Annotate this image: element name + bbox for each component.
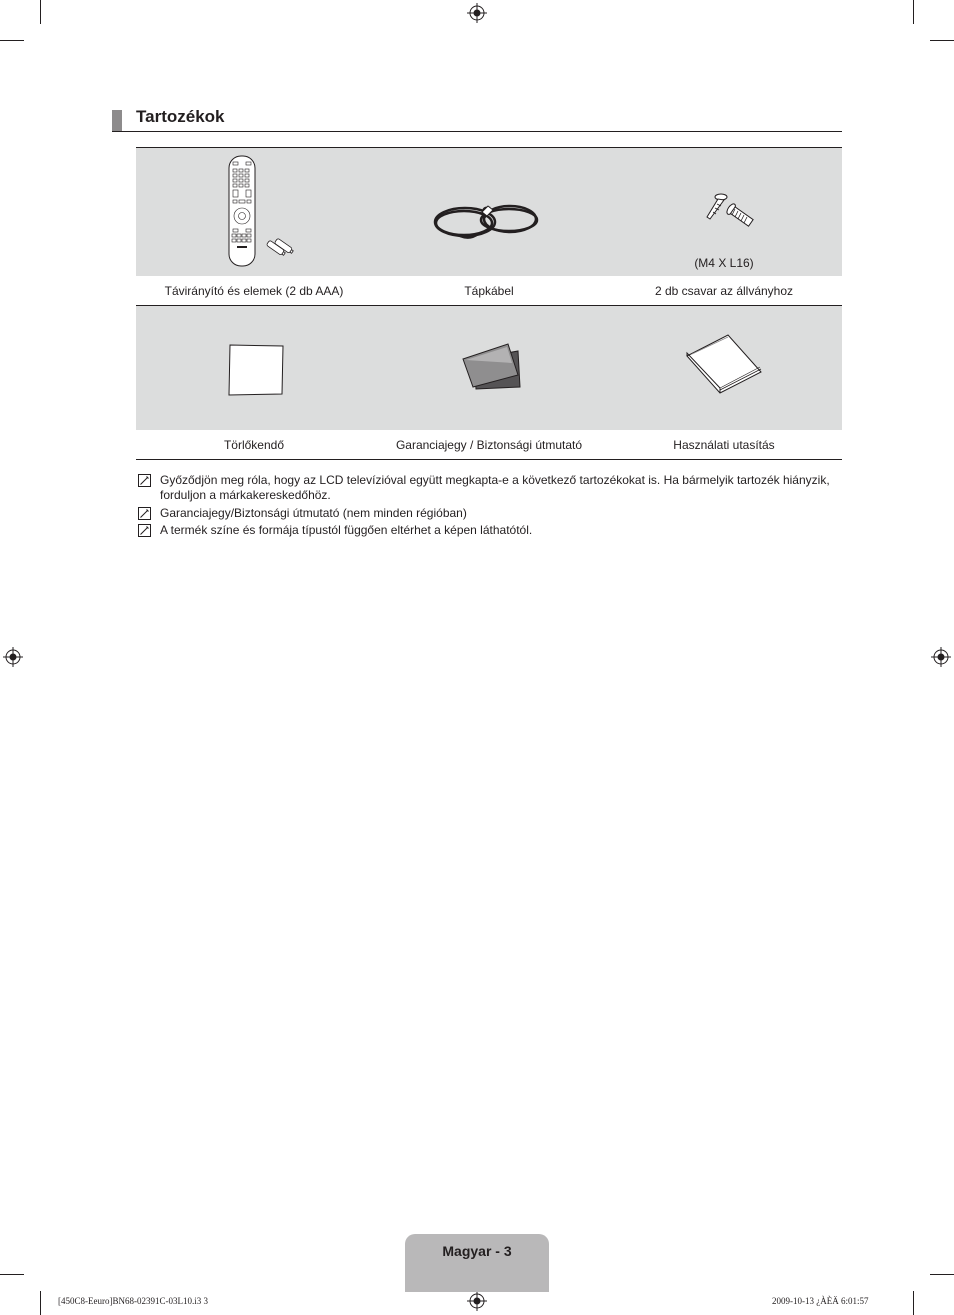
cleaning-cloth-icon bbox=[226, 342, 286, 398]
registration-mark-icon bbox=[3, 647, 23, 667]
crop-mark bbox=[913, 1291, 914, 1315]
section-title: Tartozékok bbox=[136, 107, 225, 126]
registration-mark-icon bbox=[931, 647, 951, 667]
heading-marker bbox=[112, 110, 122, 131]
note-icon bbox=[138, 524, 151, 537]
note-icon bbox=[138, 507, 151, 520]
warranty-card-icon bbox=[460, 341, 524, 391]
crop-mark bbox=[0, 1274, 24, 1275]
registration-mark-icon bbox=[467, 3, 487, 23]
note-text: A termék színe és formája típustól függően eltérhet a képen láthatótól. bbox=[160, 523, 533, 537]
item-sublabel: (M4 X L16) bbox=[694, 256, 754, 270]
crop-mark bbox=[930, 1274, 954, 1275]
crop-mark bbox=[913, 0, 914, 24]
item-label: Tápkábel bbox=[464, 284, 514, 298]
heading-rule bbox=[112, 131, 842, 132]
registration-mark-icon bbox=[467, 1291, 487, 1311]
note-text: Győződjön meg róla, hogy az LCD televízióval együtt megkapta-e a következő tartozékokat is. Ha bármelyik tartozék hiányzik, forduljon a márkakereskedőhöz. bbox=[160, 473, 830, 502]
item-label: Törlőkendő bbox=[223, 438, 285, 452]
crop-mark bbox=[0, 40, 24, 41]
screws-icon bbox=[703, 192, 757, 232]
print-slug-left: [450C8-Eeuro]BN68-02391C-03L10.i3 3 bbox=[58, 1296, 208, 1306]
item-label: Garanciajegy / Biztonsági útmutató bbox=[395, 438, 583, 452]
item-label: Használati utasítás bbox=[673, 438, 775, 452]
note-item bbox=[138, 473, 844, 503]
power-cable-icon bbox=[430, 198, 542, 244]
note-text: Garanciajegy/Biztonsági útmutató (nem minden régióban) bbox=[160, 506, 467, 520]
note-item bbox=[138, 506, 844, 521]
item-label: Távirányító és elemek (2 db AAA) bbox=[164, 284, 344, 298]
table-rule bbox=[136, 459, 842, 460]
remote-control-icon bbox=[222, 154, 302, 268]
item-label: 2 db csavar az állványhoz bbox=[654, 284, 794, 298]
print-slug-right: 2009-10-13 ¿ÀÈÄ 6:01:57 bbox=[772, 1296, 869, 1306]
crop-mark bbox=[930, 40, 954, 41]
manual-book-icon bbox=[684, 332, 764, 396]
crop-mark bbox=[40, 0, 41, 24]
note-icon bbox=[138, 474, 151, 487]
note-item bbox=[138, 523, 844, 538]
crop-mark bbox=[40, 1291, 41, 1315]
page-number: Magyar - 3 bbox=[442, 1243, 512, 1259]
